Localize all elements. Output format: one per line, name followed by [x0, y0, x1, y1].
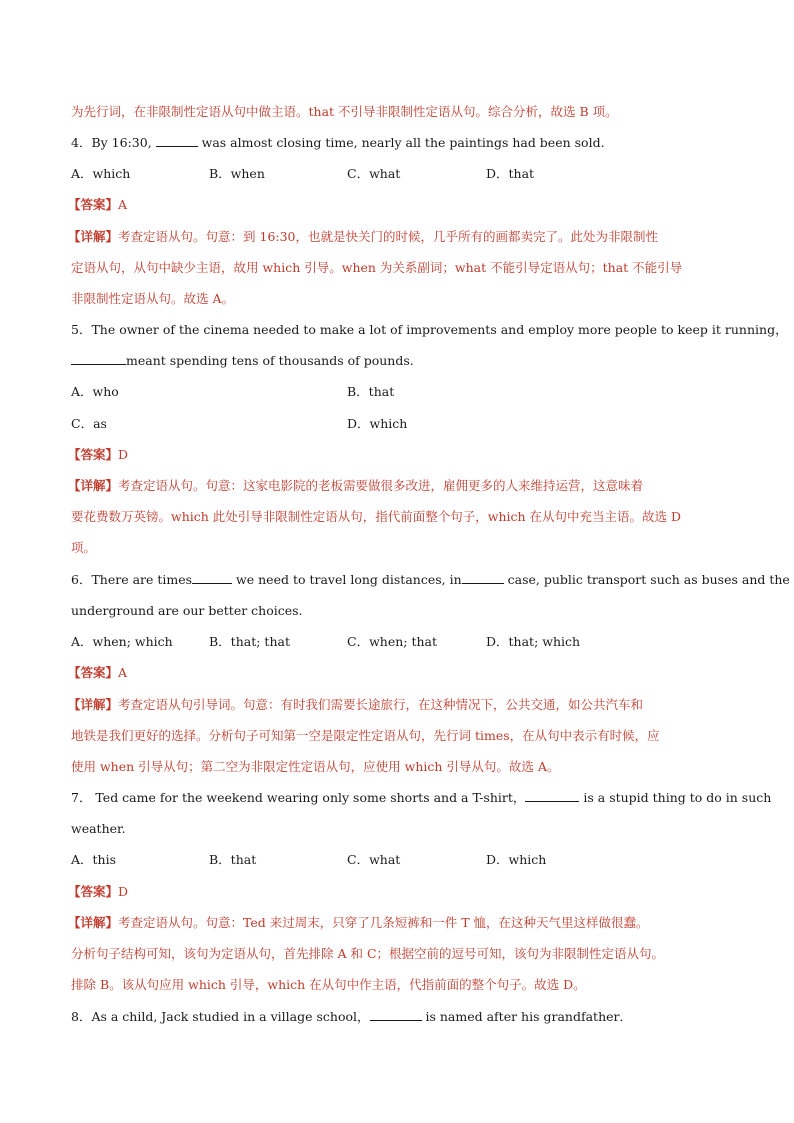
detail-line: 非限制性定语从句。故选 A。: [71, 291, 235, 306]
answer-blank: [462, 571, 504, 584]
answer-line: [68, 196, 127, 214]
option-d: D．which: [486, 852, 547, 867]
answer-tag: 【答案】: [68, 884, 119, 899]
detail-line: 使用 when 引导从句；第二空为非限定性定语从句，应使用 which 引导从句。故选 A。: [71, 759, 560, 774]
option-c: C．what: [347, 166, 401, 181]
question-5-line-2: [71, 352, 414, 370]
detail-line: 项。: [71, 540, 97, 555]
detail-line: 排除 B。该从句应用 which 引导，which 在从句中作主语，代指前面的整个句子。故选 D。: [71, 977, 586, 992]
answer-value: D: [118, 884, 129, 899]
detail-line: 【详解】考查定语从句引导词。句意：有时我们需要长途旅行，在这种情况下，公共交通，如公共汽车和: [68, 697, 644, 712]
option-d: D．which: [347, 416, 408, 431]
option-d: D．that: [486, 166, 535, 181]
question-4-text-b: was almost closing time, nearly all the paintings had been sold.: [197, 135, 605, 150]
answer-blank: [71, 352, 126, 365]
question-7-line-2: weather.: [71, 821, 126, 836]
detail-line: 分析句子结构可知，该句为定语从句，首先排除 A 和 C；根据空前的逗号可知，该句为非限制性定语从句。: [71, 946, 665, 961]
option-a: A．which: [71, 166, 131, 181]
question-8: 8．As a child, Jack studied in a village school， is named after his grandfather．: [71, 1009, 632, 1024]
detail-line: 【详解】考查定语从句。句意：到 16:30，也就是快关门的时候，几乎所有的画都卖完了。此处为非限制性: [68, 229, 659, 244]
answer-blank: [192, 571, 232, 584]
option-c: C．what: [347, 852, 401, 867]
question-5-line-1: 5．The owner of the cinema needed to make a lot of improvements and employ more people to keep it running，: [71, 322, 788, 337]
option-a: A．who: [71, 384, 119, 399]
answer-line: [68, 664, 127, 682]
option-b: B．that: [209, 852, 257, 867]
option-b: B．that: [347, 384, 395, 399]
detail-tag: 【详解】: [68, 915, 119, 930]
question-6-line-1: 6．There are times we need to travel long distances, in case, public transport such as buses and the: [71, 572, 790, 587]
question-4: [71, 134, 605, 152]
detail-line: 【详解】考查定语从句。句意：这家电影院的老板需要做很多改进，雇佣更多的人来维持运营，这意味着: [68, 478, 644, 493]
option-c: C．when; that: [347, 634, 437, 649]
answer-value: A: [118, 197, 128, 212]
option-c: C．as: [71, 416, 107, 431]
answer-blank: [156, 134, 198, 147]
detail-tag: 【详解】: [68, 229, 119, 244]
answer-value: A: [118, 665, 128, 680]
answer-tag: 【答案】: [68, 665, 119, 680]
detail-line: 【详解】考查定语从句。句意：Ted 来过周末，只穿了几条短裤和一件 T 恤，在这种天气里这样做很蠢。: [68, 915, 649, 930]
option-a: A．when; which: [71, 634, 173, 649]
option-b: B．that; that: [209, 634, 290, 649]
question-7-line-1: 7． Ted came for the weekend wearing only some shorts and a T-shirt， is a stupid thing to do in such: [71, 790, 772, 805]
detail-line: 要花费数万英镑。which 此处引导非限制性定语从句，指代前面整个句子，which 在从句中充当主语。故选 D: [71, 509, 682, 524]
question-6-line-2: underground are our better choices.: [71, 603, 303, 618]
answer-tag: 【答案】: [68, 197, 119, 212]
detail-line: 定语从句，从句中缺少主语，故用 which 引导。when 为关系副词；what 不能引导定语从句；that 不能引导: [71, 260, 683, 275]
answer-tag: 【答案】: [68, 447, 119, 462]
option-a: A．this: [71, 852, 117, 867]
answer-line: [68, 883, 128, 901]
detail-tag: 【详解】: [68, 478, 119, 493]
option-d: D．that; which: [486, 634, 581, 649]
detail-tag: 【详解】: [68, 697, 119, 712]
detail-line: 地铁是我们更好的选择。分析句子可知第一空是限定性定语从句，先行词 times，在从句中表示有时候，应: [71, 728, 660, 743]
option-b: B．when: [209, 166, 265, 181]
question-4-text-a: 4．By 16:30,: [71, 135, 156, 150]
question-5-text: meant spending tens of thousands of pounds.: [126, 353, 414, 368]
answer-line: [68, 446, 128, 464]
answer-value: D: [118, 447, 129, 462]
answer-blank: [525, 789, 579, 802]
answer-blank: [370, 1008, 422, 1021]
continued-explanation: 为先行词，在非限制性定语从句中做主语。that 不引导非限制性定语从句。综合分析，故选 B 项。: [71, 104, 618, 119]
